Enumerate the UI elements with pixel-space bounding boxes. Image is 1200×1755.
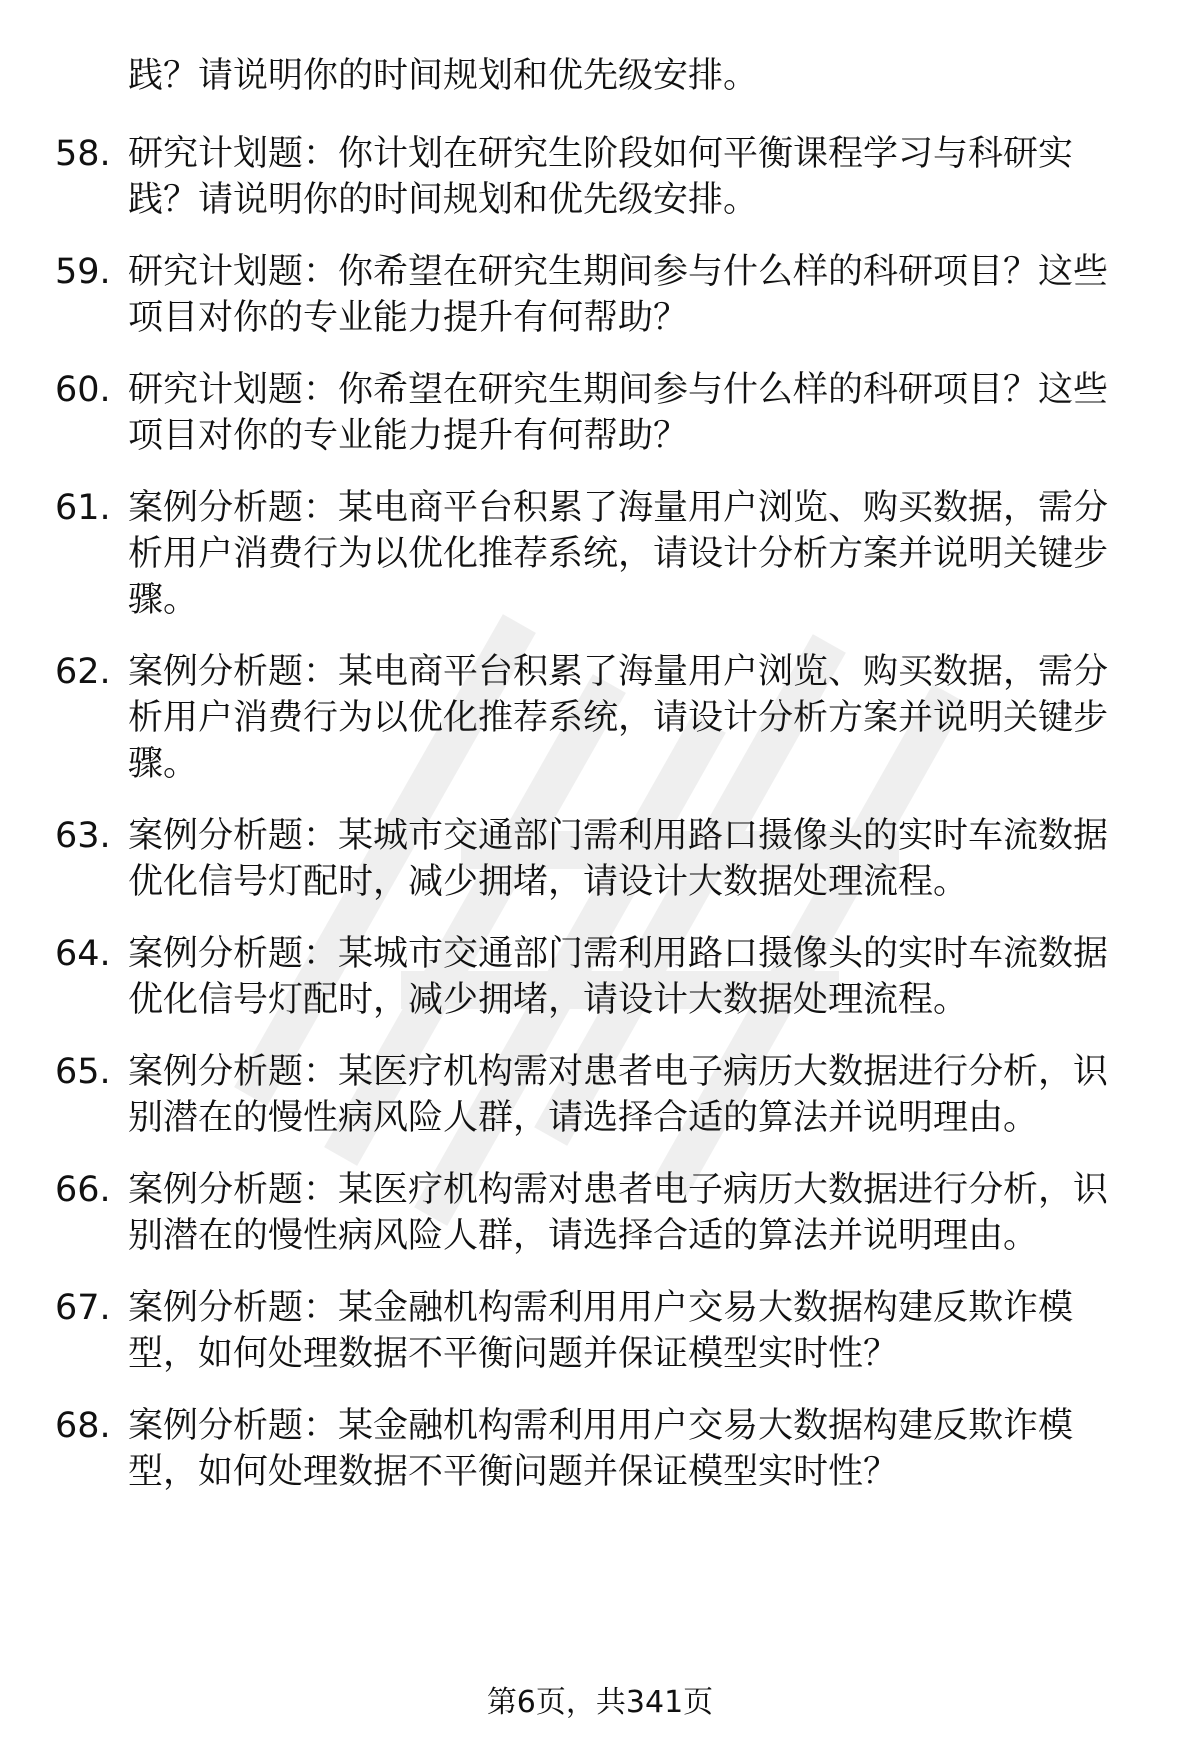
question-line	[0, 976, 1200, 1024]
question-text: 优化信号灯配时，减少拥堵，请设计大数据处理流程。	[128, 862, 969, 902]
question-line	[0, 858, 1200, 906]
question-line	[0, 1212, 1200, 1260]
question-number: 66.	[55, 1170, 111, 1210]
question-line	[0, 1094, 1200, 1142]
question-text: 项目对你的专业能力提升有何帮助？	[128, 416, 689, 456]
question-number: 60.	[55, 370, 111, 410]
question-line	[0, 248, 1200, 296]
question-line	[0, 1284, 1200, 1332]
question-text: 案例分析题：某城市交通部门需利用路口摄像头的实时车流数据	[128, 816, 1109, 856]
question-text: 践？请说明你的时间规划和优先级安排。	[128, 180, 759, 220]
question-text: 骤。	[128, 744, 199, 784]
question-line	[0, 366, 1200, 414]
question-number: 61.	[55, 488, 111, 528]
question-line	[0, 412, 1200, 460]
question-text: 别潜在的慢性病风险人群，请选择合适的算法并说明理由。	[128, 1216, 1039, 1256]
question-line	[0, 694, 1200, 742]
question-text: 案例分析题：某金融机构需利用用户交易大数据构建反欺诈模	[128, 1288, 1074, 1328]
question-line	[0, 1048, 1200, 1096]
question-line	[0, 176, 1200, 224]
question-line	[0, 130, 1200, 178]
question-number: 65.	[55, 1052, 111, 1092]
question-number: 59.	[55, 252, 111, 292]
question-number: 62.	[55, 652, 111, 692]
question-text: 案例分析题：某医疗机构需对患者电子病历大数据进行分析，识	[128, 1052, 1109, 1092]
page-footer: 第6页，共341页	[486, 1685, 714, 1720]
question-text: 案例分析题：某电商平台积累了海量用户浏览、购买数据，需分	[128, 652, 1109, 692]
question-line	[0, 930, 1200, 978]
question-line	[0, 1402, 1200, 1450]
question-text: 案例分析题：某金融机构需利用用户交易大数据构建反欺诈模	[128, 1406, 1074, 1446]
question-number: 67.	[55, 1288, 111, 1328]
question-text: 型，如何处理数据不平衡问题并保证模型实时性？	[128, 1452, 899, 1492]
question-text: 析用户消费行为以优化推荐系统，请设计分析方案并说明关键步	[128, 534, 1109, 574]
question-line	[0, 294, 1200, 342]
question-line	[0, 576, 1200, 624]
question-text: 析用户消费行为以优化推荐系统，请设计分析方案并说明关键步	[128, 698, 1109, 738]
question-text: 研究计划题：你希望在研究生期间参与什么样的科研项目？这些	[128, 370, 1109, 410]
question-text: 骤。	[128, 580, 199, 620]
question-line	[0, 484, 1200, 532]
question-line	[0, 740, 1200, 788]
question-text: 型，如何处理数据不平衡问题并保证模型实时性？	[128, 1334, 899, 1374]
question-text: 别潜在的慢性病风险人群，请选择合适的算法并说明理由。	[128, 1098, 1039, 1138]
question-text: 项目对你的专业能力提升有何帮助？	[128, 298, 689, 338]
question-line	[0, 1166, 1200, 1214]
question-text: 优化信号灯配时，减少拥堵，请设计大数据处理流程。	[128, 980, 969, 1020]
question-number: 63.	[55, 816, 111, 856]
question-text: 研究计划题：你希望在研究生期间参与什么样的科研项目？这些	[128, 252, 1109, 292]
question-number: 68.	[55, 1406, 111, 1446]
question-line	[0, 648, 1200, 696]
question-line	[0, 1448, 1200, 1496]
question-text: 案例分析题：某医疗机构需对患者电子病历大数据进行分析，识	[128, 1170, 1109, 1210]
question-line	[0, 812, 1200, 860]
question-line	[0, 530, 1200, 578]
question-number: 64.	[55, 934, 111, 974]
question-text: 案例分析题：某城市交通部门需利用路口摄像头的实时车流数据	[128, 934, 1109, 974]
question-number: 58.	[55, 134, 111, 174]
question-line	[0, 1330, 1200, 1378]
question-text: 案例分析题：某电商平台积累了海量用户浏览、购买数据，需分	[128, 488, 1109, 528]
question-line	[0, 52, 1200, 100]
question-text: 研究计划题：你计划在研究生阶段如何平衡课程学习与科研实	[128, 134, 1074, 174]
question-text: 践？请说明你的时间规划和优先级安排。	[128, 56, 759, 96]
